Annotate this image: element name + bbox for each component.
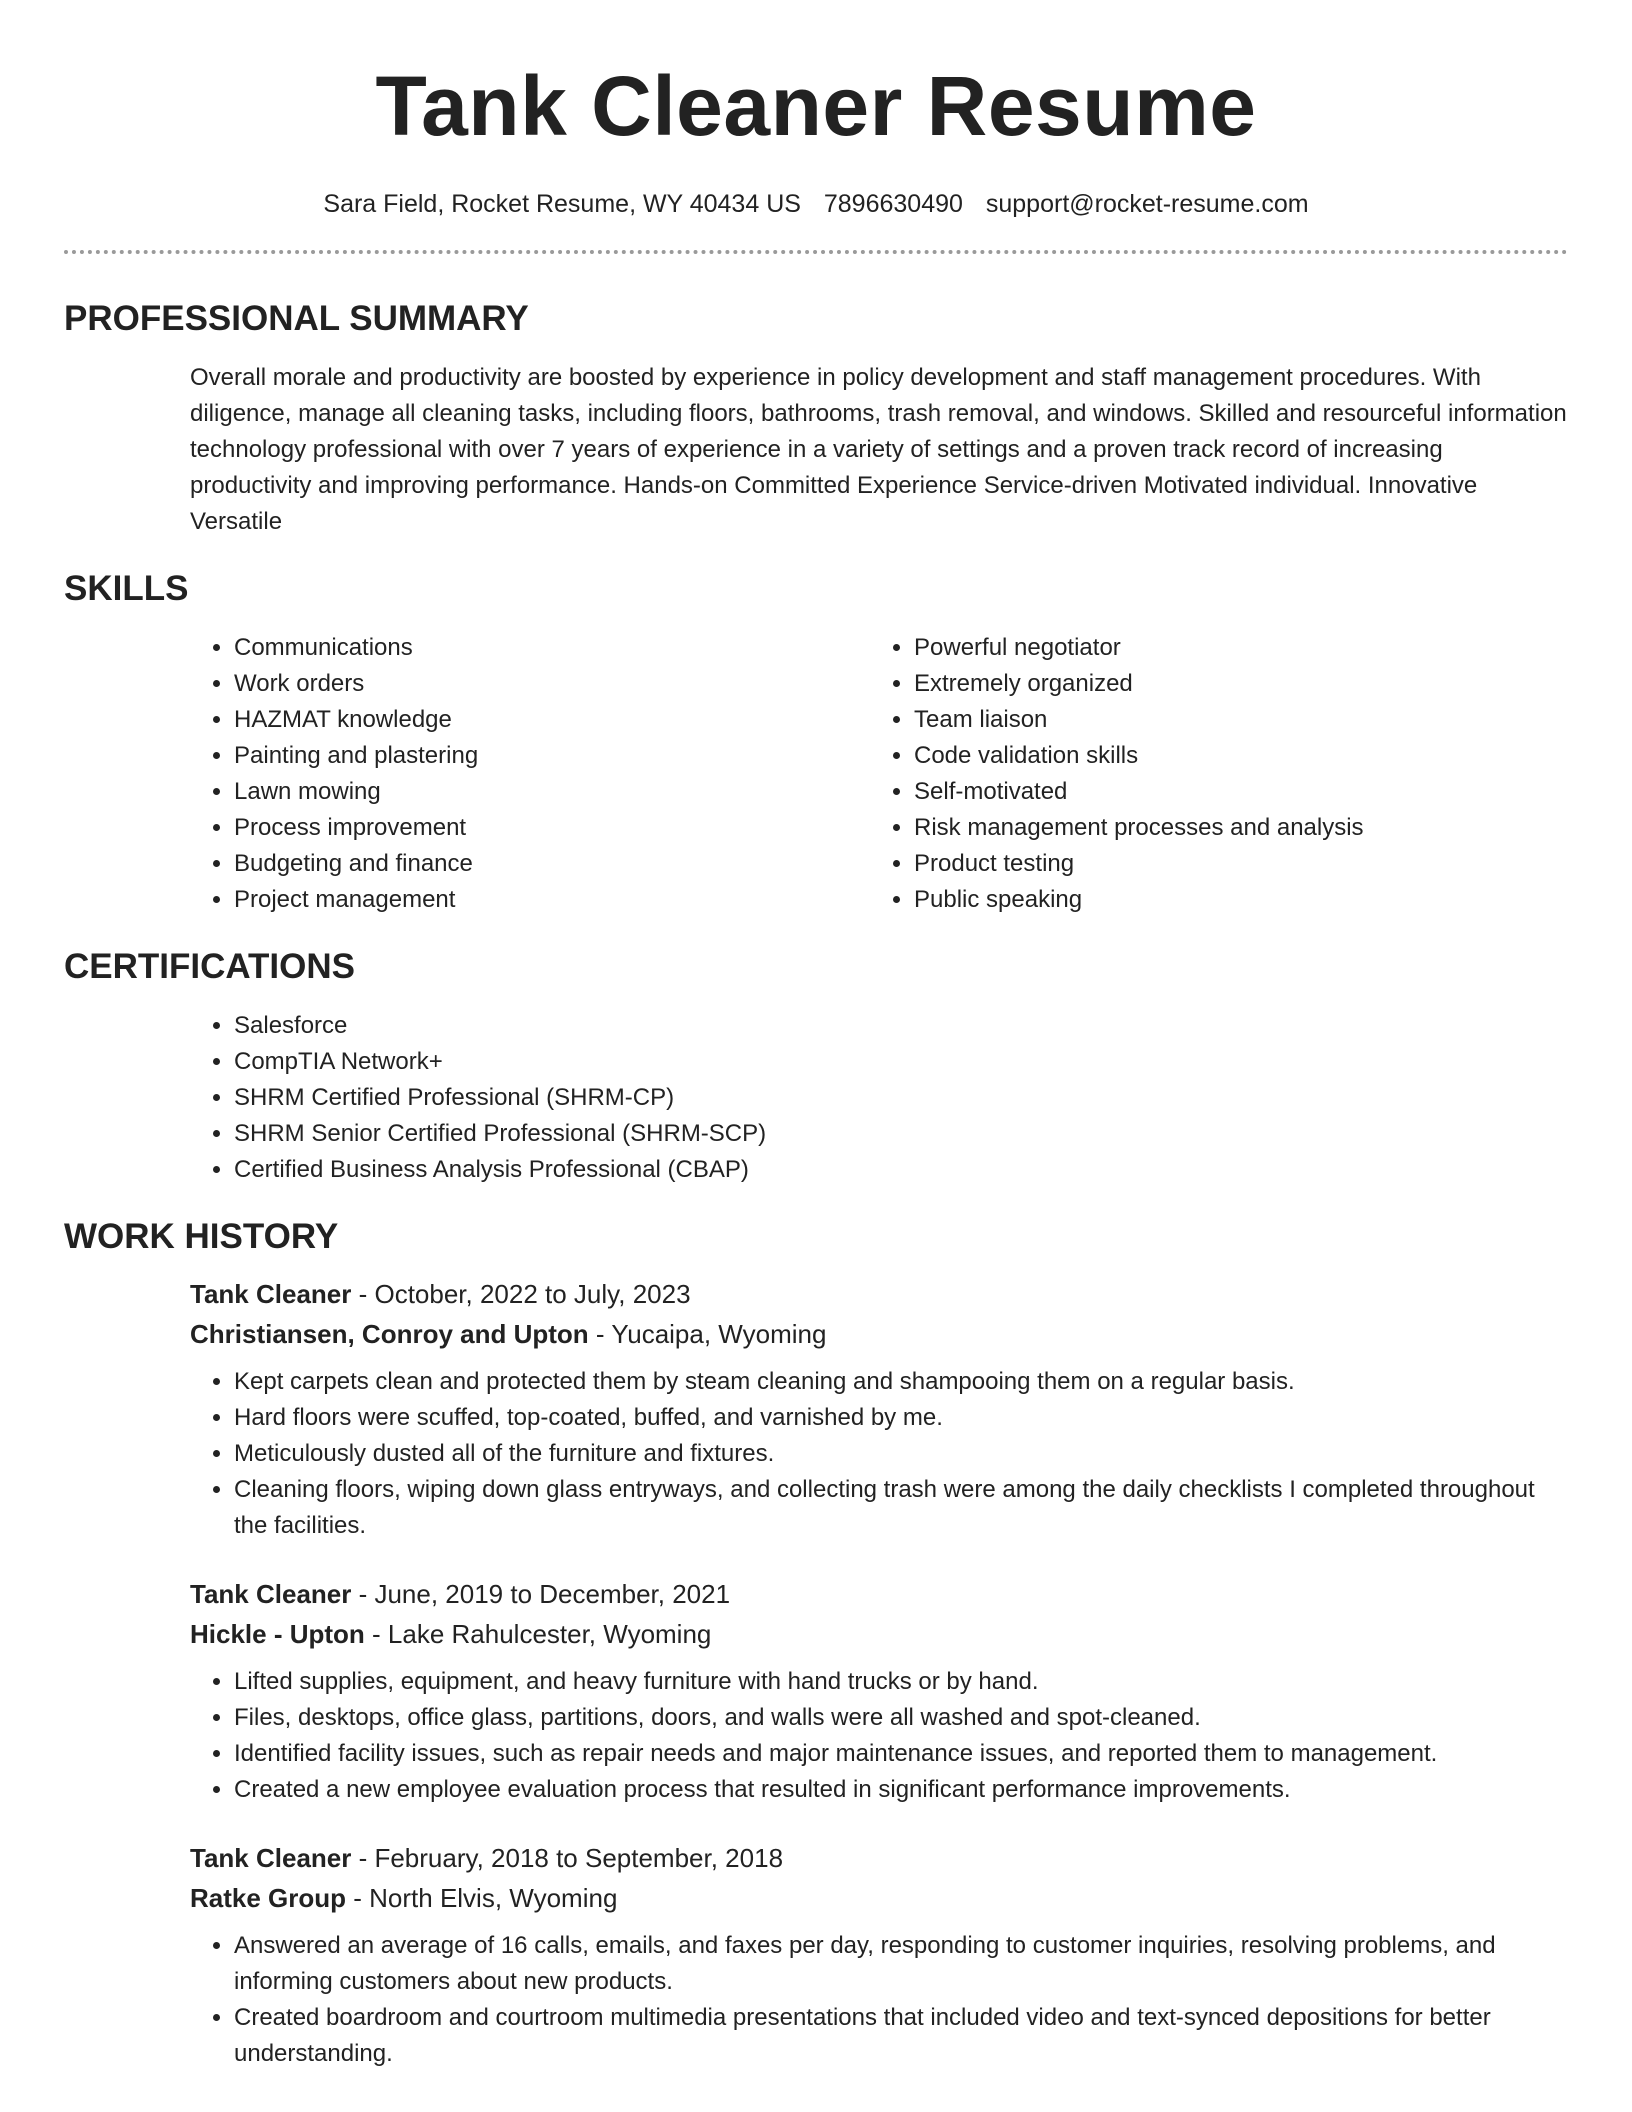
job-bullet: • Lifted supplies, equipment, and heavy furniture with hand trucks or by hand. [234,1664,1568,1700]
job-company: Ratke Group [190,1883,347,1913]
skills-column-right [870,630,1550,918]
skill-item: • Lawn mowing [234,774,870,810]
job-location: - Yucaipa, Wyoming [588,1319,827,1349]
skill-item: • Risk management processes and analysis [914,810,1550,846]
job-title: Tank Cleaner [190,1843,352,1873]
skill-item: • HAZMAT knowledge [234,702,870,738]
summary-section [64,298,1568,540]
job-bullet: • Hard floors were scuffed, top-coated, buffed, and varnished by me. [234,1400,1568,1436]
skill-item: • Work orders [234,666,870,702]
skill-item: • Team liaison [914,702,1550,738]
skill-item: • Project management [234,882,870,918]
certification-item: • CompTIA Network+ [234,1044,1568,1080]
skill-item: • Product testing [914,846,1550,882]
contact-address: Sara Field, Rocket Resume, WY 40434 US [323,190,801,218]
skill-item: • Budgeting and finance [234,846,870,882]
job-location: - Lake Rahulcester, Wyoming [364,1619,712,1649]
contact-email: support@rocket-resume.com [985,190,1309,218]
skill-item: • Self-motivated [914,774,1550,810]
job-entry [190,1274,1568,1544]
job-dates: - February, 2018 to September, 2018 [351,1843,784,1873]
skill-item: • Communications [234,630,870,666]
job-dates: - June, 2019 to December, 2021 [351,1579,731,1609]
certification-item: • Salesforce [234,1008,1568,1044]
skills-section [64,568,1568,918]
skill-item: • Painting and plastering [234,738,870,774]
job-company: Christiansen, Conroy and Upton [190,1319,589,1349]
certification-item: • SHRM Senior Certified Professional (SHRM-SCP) [234,1116,1568,1152]
summary-heading: PROFESSIONAL SUMMARY [64,299,529,338]
job-company-line [190,1314,1568,1354]
skill-item: • Public speaking [914,882,1550,918]
contact-line [64,188,1568,220]
job-bullet: • Created a new employee evaluation process that resulted in significant performance improvements. [234,1772,1568,1808]
skill-item: • Extremely organized [914,666,1550,702]
job-title-line [190,1838,1568,1878]
job-bullet: • Cleaning floors, wiping down glass entryways, and collecting trash were among the daily checklists I completed throughout the facilities. [234,1472,1568,1544]
work-history-heading: WORK HISTORY [64,1217,339,1256]
summary-text: Overall morale and productivity are boosted by experience in policy development and staff management procedures. With diligence, manage all cleaning tasks, including floors, bathrooms, trash removal, and windows. Skilled and resourceful information technology professional with over 7 years of experience in a variety of settings and a proven track record of increasing productivity and improving performance. Hands-on Committed Experience Service-driven Motivated individual. Innovative Versatile [190,364,1567,535]
skill-item: • Process improvement [234,810,870,846]
job-bullet: • Meticulously dusted all of the furniture and fixtures. [234,1436,1568,1472]
job-title: Tank Cleaner [190,1279,352,1309]
certifications-heading: CERTIFICATIONS [64,947,356,986]
work-history-section [64,1216,1568,2072]
header-divider [64,250,1568,254]
job-title-line [190,1274,1568,1314]
skills-column-left [190,630,870,918]
job-entry [190,1838,1568,2072]
certification-item: • SHRM Certified Professional (SHRM-CP) [234,1080,1568,1116]
job-company: Hickle - Upton [190,1619,365,1649]
job-company-line [190,1878,1568,1918]
job-company-line [190,1614,1568,1654]
job-dates: - October, 2022 to July, 2023 [351,1279,691,1309]
certifications-section [64,946,1568,1188]
skill-item: • Code validation skills [914,738,1550,774]
resume-title: Tank Cleaner Resume [375,59,1257,153]
work-history-body [190,1274,1568,2072]
job-title: Tank Cleaner [190,1579,352,1609]
contact-phone: 7896630490 [823,190,963,218]
skills-heading: SKILLS [64,569,189,608]
job-title-line [190,1574,1568,1614]
job-location: - North Elvis, Wyoming [346,1883,618,1913]
summary-body [190,360,1568,540]
job-bullet: • Answered an average of 16 calls, emails, and faxes per day, responding to customer inquiries, resolving problems, and informing customers about new products. [234,1928,1568,2000]
skill-item: • Powerful negotiator [914,630,1550,666]
job-entry [190,1574,1568,1808]
job-bullet: • Files, desktops, office glass, partitions, doors, and walls were all washed and spot-cleaned. [234,1700,1568,1736]
skills-grid [190,630,1568,918]
certifications-body [190,1008,1568,1188]
job-bullet: • Identified facility issues, such as repair needs and major maintenance issues, and reported them to management. [234,1736,1568,1772]
job-bullet: • Created boardroom and courtroom multimedia presentations that included video and text-synced depositions for better understanding. [234,2000,1568,2072]
job-bullet: • Kept carpets clean and protected them by steam cleaning and shampooing them on a regular basis. [234,1364,1568,1400]
certification-item: • Certified Business Analysis Professional (CBAP) [234,1152,1568,1188]
